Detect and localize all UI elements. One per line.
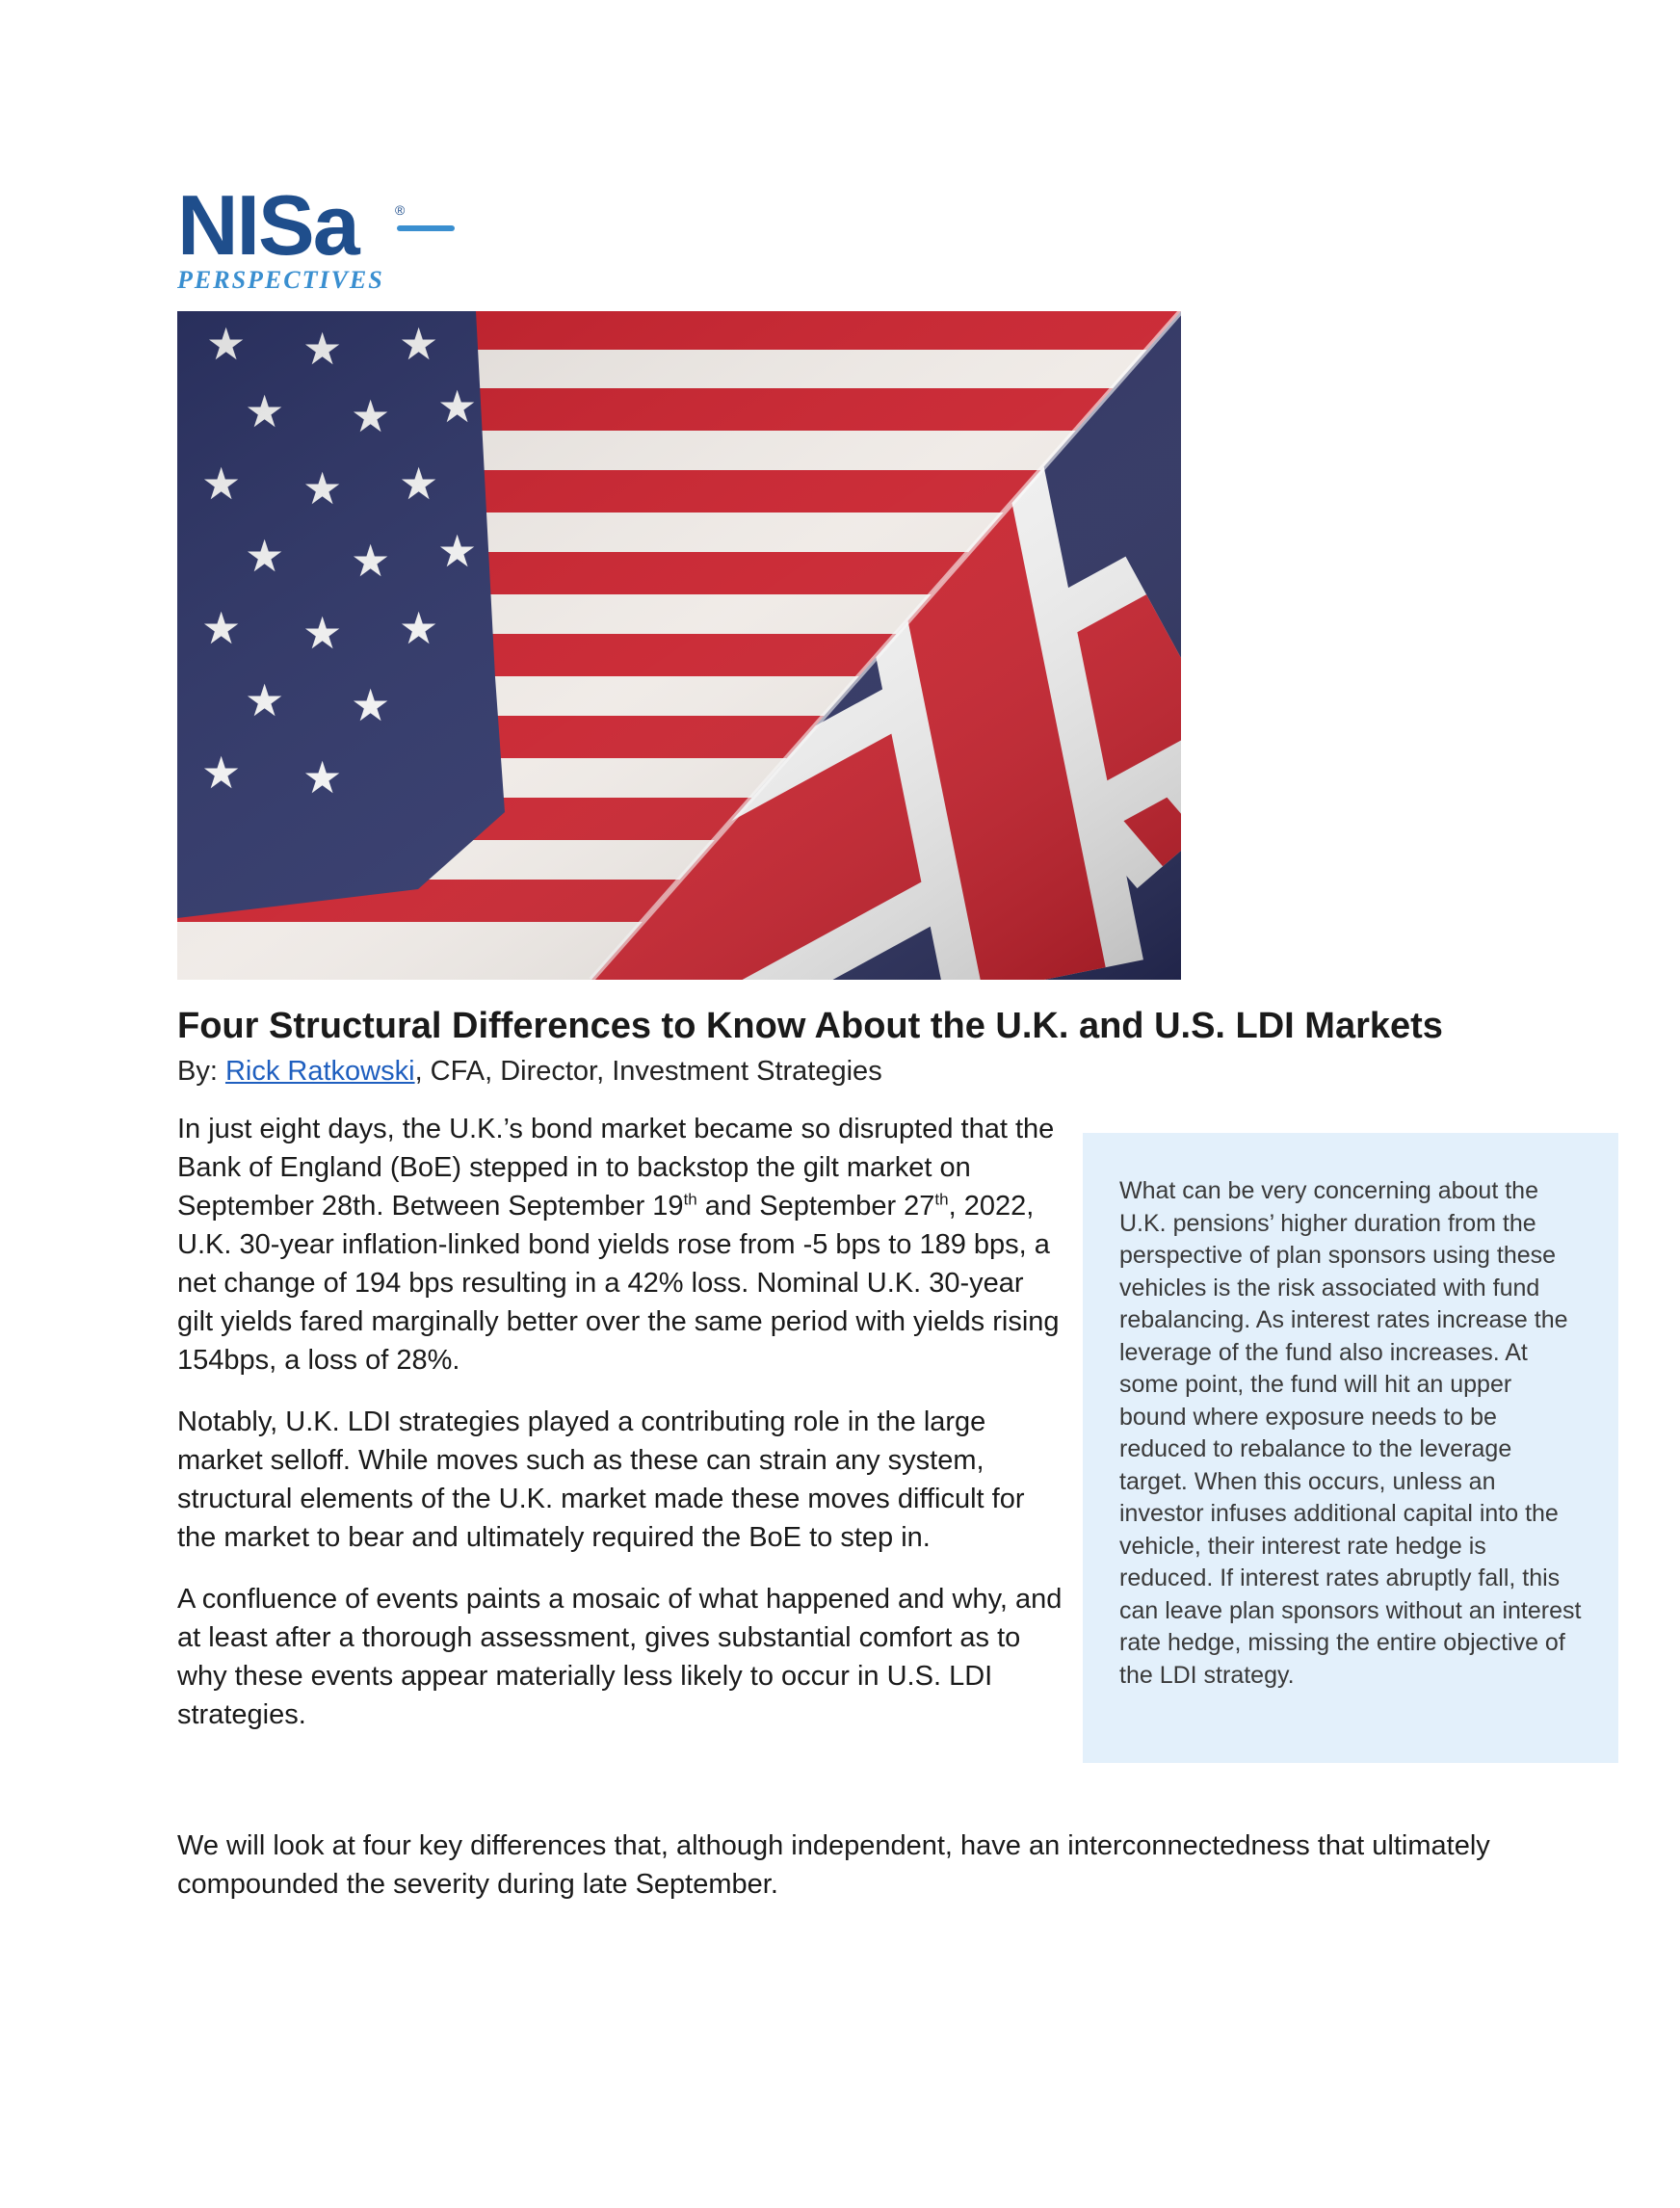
logo-swoosh-icon (397, 225, 455, 231)
paragraph-1-part-b: and September 27 (696, 1191, 935, 1222)
byline-suffix: , CFA, Director, Investment Strategies (414, 1056, 882, 1087)
paragraph-3: A confluence of events paints a mosaic of what happened and why, and at least after a thorough assessment, gives substantial comfort as to why these events appear materially less likely to occur in U.S. LDI strategies. (177, 1584, 1063, 1730)
flags-illustration (177, 311, 1181, 980)
callout-box (1083, 1133, 1618, 1763)
paragraph-2: Notably, U.K. LDI strategies played a contributing role in the large market selloff. While moves such as these can strain any system, structural elements of the U.K. market made these moves difficult for the market to bear and ultimately required the BoE to step in. (177, 1406, 1025, 1553)
paragraph-1-part-a: In just eight days, the U.K.’s bond market became so disrupted that the Bank of England (BoE) stepped in to backstop the gilt market on September 28th. Between September 19 (177, 1114, 1055, 1222)
article-body (177, 1110, 1063, 1757)
ordinal-superscript: th (934, 1190, 949, 1209)
article-byline (177, 1056, 882, 1088)
paragraph-4: We will look at four key differences that, although independent, have an interconnectedness that ultimately compounded the severity during late September. (177, 1830, 1490, 1900)
paragraph-1-part-c: , 2022, U.K. 30-year inflation-linked bond yields rose from -5 bps to 189 bps, a net change of 194 bps resulting in a 42% loss. Nominal U.K. 30-year gilt yields fared marginally better over the same period with yields rising 154bps, a loss of 28%. (177, 1191, 1060, 1376)
ordinal-superscript: th (683, 1190, 697, 1209)
hero-flags-image (177, 311, 1181, 980)
logo-wordmark: NISa (177, 177, 358, 273)
nisa-logo (177, 177, 466, 299)
logo-registered-mark: ® (395, 202, 406, 218)
paragraph-1 (177, 1110, 1063, 1380)
author-link[interactable]: Rick Ratkowski (224, 1056, 415, 1087)
callout-text: What can be very concerning about the U.K. pensions’ higher duration from the perspective of plan sponsors using these vehicles is the risk associated with fund rebalancing. As interest rates increase the leverage of the fund also increases. At some point, the fund will hit an upper bound where exposure needs to be reduced to rebalance to the leverage target. When this occurs, unless an investor infuses additional capital into the vehicle, their interest rate hedge is reduced. If interest rates abruptly fall, this can leave plan sponsors without an interest rate hedge, missing the entire objective of the LDI strategy. (1119, 1177, 1582, 1689)
article-title: Four Structural Differences to Know About the U.K. and U.S. LDI Markets (177, 1006, 1443, 1046)
logo-tagline: PERSPECTIVES (177, 266, 384, 294)
byline-prefix: By: (177, 1056, 225, 1087)
